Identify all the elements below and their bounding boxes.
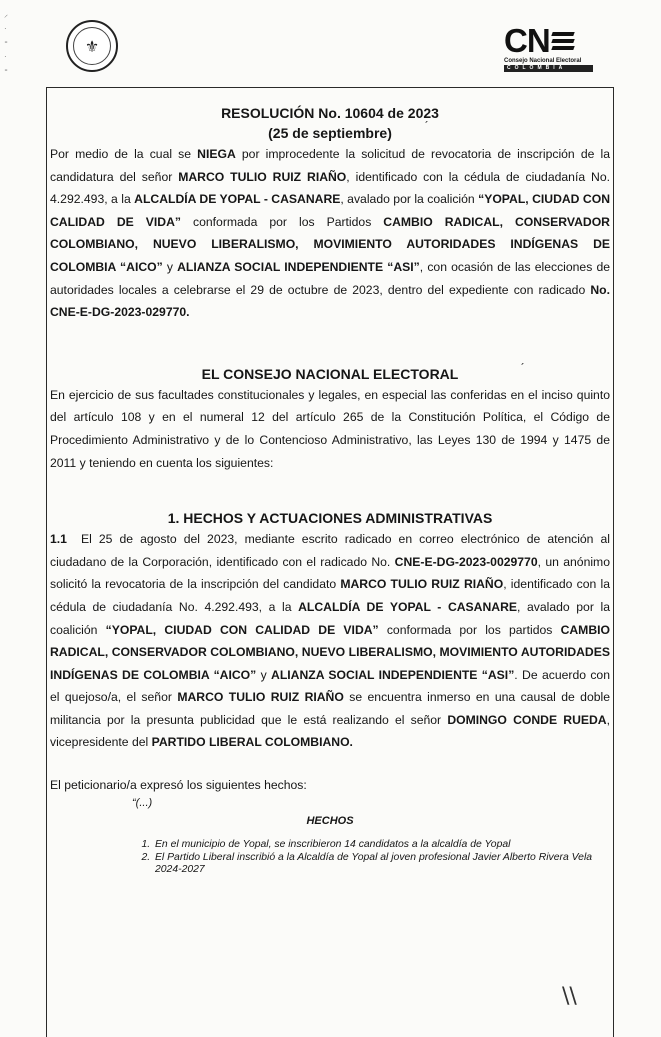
- petition-intro: El peticionario/a expresó los siguientes hechos:: [50, 778, 307, 793]
- handwritten-initial-mark: \\: [562, 984, 577, 1009]
- coat-of-arms-icon: ⚜: [73, 27, 111, 65]
- margin-marks: ⸝ · ⁃ · ⁃: [4, 10, 8, 75]
- cne-logo: [504, 22, 600, 76]
- resolution-date: (25 de septiembre): [268, 125, 392, 141]
- colombia-seal-icon: [66, 20, 118, 72]
- cne-logo-subtitle: Consejo Nacional Electoral: [504, 58, 582, 64]
- handwritten-tick: ˊ: [520, 360, 525, 376]
- hechos-list: [50, 839, 610, 877]
- quote-open: “(...): [132, 797, 153, 810]
- council-heading: EL CONSEJO NACIONAL ELECTORAL: [201, 365, 459, 382]
- handwritten-tick: ˊ: [424, 118, 429, 134]
- document-body: [50, 103, 610, 877]
- resolution-number: RESOLUCIÓN No. 10604 de 2023: [221, 105, 439, 121]
- page-header: [0, 0, 661, 86]
- resolution-summary: Por medio de la cual se NIEGA por improcedente la solicitud de revocatoria de inscripción de la candidatura del señor MARCO TULIO RUIZ RIAÑO, identificado con la cédula de ciudadanía No. 4.292.493, a la ALCALDÍA DE YOPAL - CASANARE, avalado por la coalición “YOPAL, CIUDAD CON CALIDAD DE VIDA” conformada por los Partidos CAMBIO RADICAL, CONSERVADOR COLOMBIANO, NUEVO LIBERALISMO, MOVIMIENTO AUTORIDADES INDÍGENAS DE COLOMBIA “AICO” y ALIANZA SOCIAL INDEPENDIENTE “ASI”, con ocasión de las elecciones de autoridades locales a celebrarse el 29 de octubre de 2023, dentro del expediente con radicado No. CNE-E-DG-2023-029770.: [50, 147, 611, 320]
- cne-logo-bars: [552, 32, 574, 50]
- hechos-heading: HECHOS: [306, 815, 354, 828]
- cne-logo-country: COLOMBIA: [504, 65, 593, 72]
- list-item: 1. En el municipio de Yopal, se inscribieron 14 candidatos a la alcaldía de Yopal: [153, 839, 610, 852]
- resolution-title: [50, 103, 610, 143]
- list-item: 2. El Partido Liberal inscribió a la Alcaldía de Yopal al joven profesional Javier Alberto Rivera Vela 2024-2027: [153, 852, 610, 877]
- cne-logo-mark: CN: [504, 26, 600, 56]
- section-heading: 1. HECHOS Y ACTUACIONES ADMINISTRATIVAS: [167, 510, 493, 527]
- fact-1-1: 1.1 El 25 de agosto del 2023, mediante escrito radicado en correo electrónico de atención al ciudadano de la Corporación, identificado con el radicado No. CNE-E-DG-2023-0029770, un anónimo solicitó la revocatoria de la inscripción del candidato MARCO TULIO RUIZ RIAÑO, identificado con la cédula de ciudadanía No. 4.292.493, a la ALCALDÍA DE YOPAL - CASANARE, avalado por la coalición “YOPAL, CIUDAD CON CALIDAD DE VIDA” conformada por los partidos CAMBIO RADICAL, CONSERVADOR COLOMBIANO, NUEVO LIBERALISMO, MOVIMIENTO AUTORIDADES INDÍGENAS DE COLOMBIA “AICO” y ALIANZA SOCIAL INDEPENDIENTE “ASI”. De acuerdo con el quejoso/a, el señor MARCO TULIO RUIZ RIAÑO se encuentra inmerso en una causal de doble militancia por la presunta publicidad que le está realizando el señor DOMINGO CONDE RUEDA, vicepresidente del PARTIDO LIBERAL COLOMBIANO.: [50, 532, 610, 750]
- ejercicio-paragraph: En ejercicio de sus facultades constitucionales y legales, en especial las conferidas en el inciso quinto del artículo 108 y en el numeral 12 del artículo 265 de la Constitución Política, el Código de Procedimiento Administrativo y de lo Contencioso Administrativo, las Leyes 130 de 1994 y 1475 de 2011 y teniendo en cuenta los siguientes:: [50, 387, 610, 470]
- fact-number: 1.1: [50, 532, 67, 547]
